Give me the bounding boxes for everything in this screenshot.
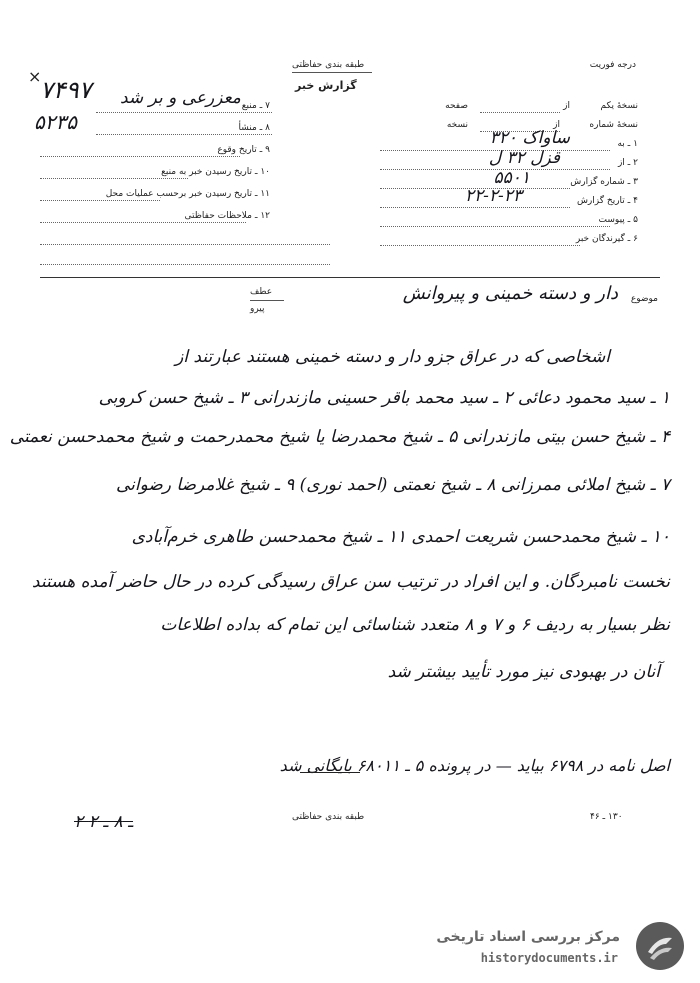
number-label: نسخهٔ شماره [589,120,638,130]
left-margin-note-top: ۷۴۹۷ [40,76,92,104]
subject-value: دار و دسته خمینی و پیروانش [402,283,618,304]
field-report-number-label: ۳ ـ شماره گزارش [570,177,638,187]
field-ops-date-dots [40,200,160,201]
field-report-date-label: ۴ ـ تاریخ گزارش [576,196,638,206]
copy-dots [480,112,560,113]
priority-label: درجه فوریت [589,60,636,70]
classification-underline [292,72,372,73]
filing-note: اصل نامه در ۶۷۹۸ بیاید — در پرونده ۵ ـ ۶۸۰۱۱ بایگانی شد [279,756,670,775]
copy-of: از [563,101,570,111]
field-origin-label: ۸ ـ منشأ [238,123,270,133]
form-title: گزارش خبر [295,79,357,92]
atf-label: عطف [250,287,273,297]
field-notes-dots-2 [40,244,330,245]
field-report-date-dots [380,207,570,208]
body-line: ۴ ـ شیخ حسن بیتی مازندرانی ۵ ـ شیخ محمدرضا یا شیخ محمدرحمت و شیخ محمدحسن نعمتی [9,427,670,447]
field-source-date-label: ۱۰ ـ تاریخ رسیدن خبر به منبع [161,167,270,177]
classification-label: طبقه بندی حفاظتی [292,60,365,70]
atf-underline [250,300,284,301]
header-divider [40,277,660,278]
field-notes-label: ۱۲ ـ ملاحظات حفاظتی [184,211,270,221]
body-line: اشخاصی که در عراق جزو دار و دسته خمینی هستند عبارتند از [175,347,610,367]
field-recipients-label: ۶ ـ گیرندگان خبر [575,234,638,244]
body-line: نظر بسیار به ردیف ۶ و ۷ و ۸ متعدد شناسائی این تمام که بداده اطلاعات [160,615,670,635]
field-source-date-dots [40,178,188,179]
left-margin-symbol: × [28,67,42,86]
field-notes-dots [40,222,246,223]
field-source-value: معزرعی و بر شد [120,88,241,108]
number-of: از [553,120,560,130]
page-label: صفحه [445,101,468,111]
copy-label: نسخهٔ یکم [600,101,638,111]
field-ops-date-label: ۱۱ ـ تاریخ رسیدن خبر برحسب عملیات محل [105,189,270,199]
watermark-title: مرکز بررسی اسناد تاریخی [436,929,620,945]
field-to-label: ۱ ـ به [617,139,638,149]
field-to-value: ساواک ۳۲۰ [489,128,570,148]
field-report-date-value: ۲۲-۲-۲۳ [464,186,522,206]
field-origin-dots [96,134,272,135]
field-notes-dots-3 [40,264,330,265]
field-source-label: ۷ ـ منبع [241,101,270,111]
watermark-url: historydocuments.ir [480,951,618,965]
field-attachment-label: ۵ ـ پیوست [598,215,638,225]
body-line: ۱ ـ سید محمود دعائی ۲ ـ سید محمد باقر حسینی مازندرانی ۳ ـ شیخ حسن کروبی [98,388,670,408]
field-event-date-dots [40,156,240,157]
signature-initials: ۲ ـ ۸ ـ ۲ [74,812,134,832]
subject-label: موضوع [630,294,658,304]
body-line: نخست نامبردگان. و این افراد در ترتیب سن عراق رسیدگی کرده در حال حاضر آمده هستند [31,572,670,592]
copies-label: نسخه [446,120,468,130]
body-line: ۷ ـ شیخ املائی ممرزانی ۸ ـ شیخ نعمتی (احمد نوری) ۹ ـ شیخ غلامرضا رضوانی [115,475,670,495]
field-event-date-label: ۹ ـ تاریخ وقوع [217,145,270,155]
body-line: ۱۰ ـ شیخ محمدحسن شریعت احمدی ۱۱ ـ شیخ محمدحسن طاهری خرم‌آبادی [131,527,670,547]
field-from-label: ۲ ـ از [617,158,638,168]
field-source-dots [96,112,272,113]
form-code: ۱۳۰ ـ ۴۶ [590,812,623,822]
field-from-value: قزل ۳۲ ل [488,148,560,168]
filing-underline [300,772,360,773]
body-line: آنان در بهبودی نیز مورد تأیید بیشتر شد [387,662,660,682]
field-report-number-value: ۵۵۰۱ [493,168,530,188]
peyro-label: پیرو [250,304,265,314]
field-attachment-dots [380,226,610,227]
field-recipients-dots [380,245,580,246]
left-margin-note-bottom: ۵۲۳۵ [34,110,77,134]
watermark-logo-icon [636,922,684,970]
bottom-classification-label: طبقه بندی حفاظتی [292,812,365,822]
